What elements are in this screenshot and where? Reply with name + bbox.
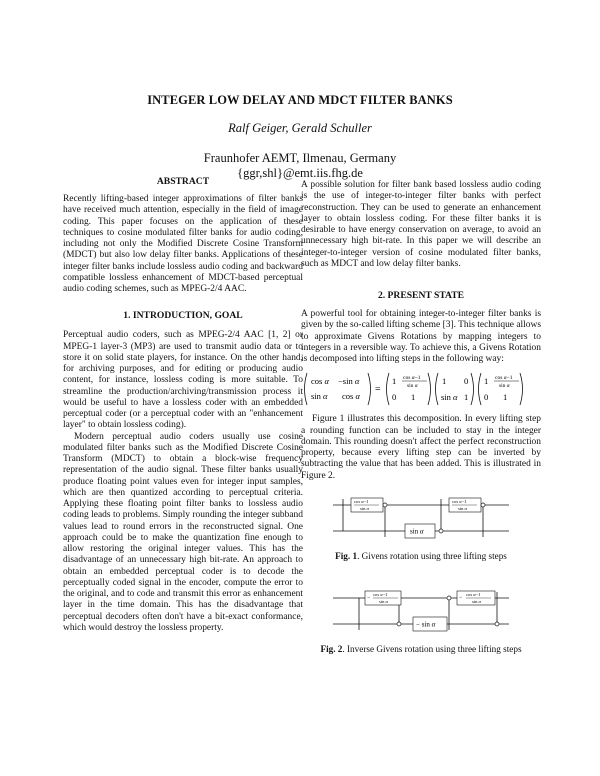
lifting-paragraph: A powerful tool for obtaining integer-to-integer filter banks is given by the so-called lifting scheme [3]. This technique allows to approximate Givens Rotations by mapping integers to integers in a reversible way. To achieve this, a Givens Rotation is decomposed into lifting steps in the following way:: [301, 309, 541, 364]
lhs-cos: cos α: [311, 376, 329, 387]
filter-bank-paragraph: A possible solution for filter bank based lossless audio coding is the use of integer-to-integer filter banks with perfect reconstruction. They can be used to generate an enhancement layer to obtain lossless coding. For these filter banks it is desirable to have energy conservation on average, to avoid an unnecessary high bit-rate. In this paper we will describe an integer-to-integer version of cosine modulated filter banks, such as MDCT and low delay filter banks.: [301, 180, 541, 269]
svg-text:cos α−1: cos α−1: [452, 498, 467, 504]
present-state-heading: 2. PRESENT STATE: [377, 290, 465, 301]
intro-paragraph-2: Modern perceptual audio coders usually use cosine modulated filter banks such as the Modified Discrete Cosine Transform (MDCT) to obtain a block-wise frequency representation of the audio signal. These filter banks usually produce floating point values even for integer input samples, which are then quantized according to perceptual criteria. Applying these floating point filter banks to lossless audio coding leads to problems. Simply rounding the integer subband values lead to round errors in the reconstructed signal. One approach could be to make the quantization fine enough to allow restoring the original integer values. This has the disadvantage of an unnecessary high bit-rate. An approach to obtain an embedded perceptual coder is to decode the perceptually coded signal in the encoder, compute the error to the original, and to code and transmit this error as enhancement layer in the time domain. This has the disadvantage that perceptual decoders often don't have a bit-exact conformance, which would destroy the lossless property.: [63, 431, 303, 633]
givens-decomposition-equation: [301, 369, 541, 409]
svg-text:sin α: sin α: [360, 505, 369, 511]
figure-reference-paragraph: Figure 1 illustrates this decomposition. In every lifting step a rounding function can be included to stay in the integer domain. This rounding doesn't affect the perfect reconstruction property, because every lifting step can be inverted by subtracting the value that has been added. This is illustrated in Figure 2.: [301, 414, 541, 481]
lhs-cos-2: cos α: [342, 391, 360, 402]
svg-text:cos α−1: cos α−1: [354, 498, 369, 504]
svg-text:sin α: sin α: [410, 527, 424, 536]
m1-one: 1: [392, 376, 397, 387]
left-column: [63, 176, 303, 634]
lhs-neg-sin: −sin α: [338, 376, 360, 387]
intro-heading: 1. INTRODUCTION, GOAL: [123, 310, 243, 322]
abstract-heading: ABSTRACT: [156, 176, 210, 187]
m1-one-2: 1: [411, 392, 416, 403]
m2-sin: sin α: [441, 392, 458, 403]
abstract-text: Recently lifting-based integer approximations of filter banks have received much attention, especially in the field of image coding. This paper focuses on the application of these techniques to cosine modulated filter banks for audio coding, including not only the Modified Discrete Cosine Transform (MDCT) but also low delay filter banks. Applications of these integer filter banks include lossless audio coding and backward compatible lossless enhancement of MDCT-based perceptual audio coding schemes, such as MPEG-2/4 AAC.: [63, 194, 303, 294]
lhs-sin: sin α: [311, 391, 328, 402]
intro-paragraph-1: Perceptual audio coders, such as MPEG-2/4 AAC [1, 2] or MPEG-1 layer-3 (MP3) are used to transmit audio data or to store it on solid state players, for instance. On the other hand, for archiving purposes, and for editing or producing audio content, for instance, lossless coding is more suitable. To streamline the production/archiving/transmission process it would be useful to have a lossless coder with an embedded perceptual coder (or a perceptual coder with an "enhancement layer" to obtain lossless coding).: [63, 330, 303, 431]
m2-zero: 0: [464, 376, 469, 387]
m1-frac-num: cos α−1: [403, 375, 421, 382]
m1-zero: 0: [392, 392, 397, 403]
affiliation: Fraunhofer AEMT, Ilmenau, Germany: [203, 151, 397, 165]
svg-text:− sin α: − sin α: [416, 620, 436, 629]
author-email: {ggr,shl}@emt.iis.fhg.de: [237, 166, 363, 180]
svg-text:−: −: [459, 594, 463, 601]
right-column: [301, 176, 541, 655]
svg-text:cos α−1: cos α−1: [373, 591, 388, 597]
givens-equation: [301, 369, 541, 409]
svg-text:sin α: sin α: [458, 505, 467, 511]
svg-text:−: −: [367, 594, 371, 601]
svg-text:sin α: sin α: [472, 598, 481, 604]
svg-text:cos α−1: cos α−1: [466, 591, 481, 597]
figure-2-diagram: [321, 584, 521, 640]
m3-zero: 0: [484, 392, 489, 403]
m3-one-2: 1: [503, 392, 508, 403]
equals-sign: =: [375, 384, 381, 396]
m1-frac-den: sin α: [407, 383, 418, 390]
paper-authors: Ralf Geiger, Gerald Schuller: [228, 121, 372, 135]
figure-2-caption: Fig. 2. Inverse Givens rotation using three lifting steps: [320, 643, 522, 654]
m3-frac-den: sin α: [499, 383, 510, 390]
m2-one: 1: [442, 376, 447, 387]
m3-frac-num: cos α−1: [495, 375, 513, 382]
figure-1-caption: Fig. 1. Givens rotation using three lifting steps: [335, 550, 507, 561]
figure-1-diagram: [321, 491, 521, 547]
paper-title: INTEGER LOW DELAY AND MDCT FILTER BANKS: [147, 93, 453, 107]
svg-text:sin α: sin α: [379, 598, 388, 604]
m3-one: 1: [484, 376, 489, 387]
m2-one-2: 1: [464, 392, 469, 403]
